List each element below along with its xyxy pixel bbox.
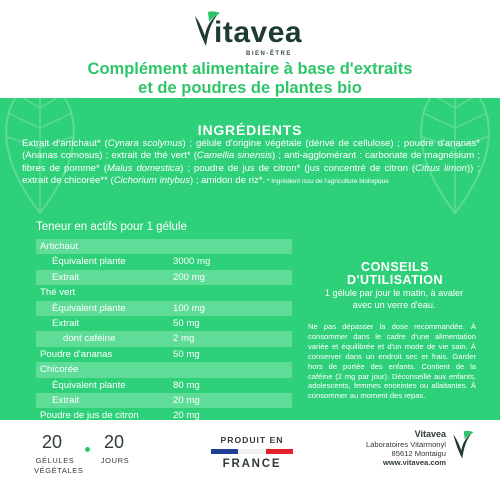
table-row xyxy=(36,408,292,420)
active-name: Thé vert xyxy=(40,287,76,299)
produced-in-label: PRODUIT EN xyxy=(220,435,284,445)
table-row xyxy=(36,316,292,331)
ingredients-note: * Ingrédient issu de l'agriculture biologique xyxy=(265,178,389,186)
days-label: JOURS xyxy=(100,456,130,465)
ingredient-text: ) ; anti-agglomérant : carbonate de magnésium ; fibres de pomme* ( xyxy=(22,150,480,174)
actives-table xyxy=(36,239,292,420)
company-name: Vitavea xyxy=(414,429,446,439)
active-name: Équivalent plante xyxy=(52,379,126,391)
active-value: 200 mg xyxy=(173,271,205,283)
ingredient-latin-name: Camellia sinensis xyxy=(196,150,273,162)
active-value: 80 mg xyxy=(173,379,200,391)
company-info xyxy=(336,428,446,467)
table-row xyxy=(36,378,292,393)
active-value: 2 mg xyxy=(173,333,195,345)
advice-title xyxy=(320,261,470,287)
advice-title-line1: CONSEILS xyxy=(361,260,429,274)
active-name: Poudre d'ananas xyxy=(40,348,113,360)
active-name: Extrait xyxy=(52,394,80,406)
info-panel xyxy=(0,98,500,420)
active-name: Équivalent plante xyxy=(52,302,126,314)
brand-tagline: BIEN-ÊTRE xyxy=(246,51,292,57)
company-line1: Laboratoires Vitarmonyl xyxy=(365,440,446,449)
table-row xyxy=(36,254,292,269)
ingredient-latin-name: Citrus limon xyxy=(415,162,467,174)
ingredient-text: ) ; poudre de jus de citron* (jus concentré de citron ( xyxy=(180,162,416,174)
active-name: Extrait xyxy=(52,271,80,283)
table-row xyxy=(36,362,292,377)
active-value: 100 mg xyxy=(173,302,205,314)
active-value: 50 mg xyxy=(173,348,200,360)
active-name: dont caféine xyxy=(63,333,116,345)
capsules-count: 20 xyxy=(42,432,63,452)
ingredient-text: ) ; amidon de riz*. xyxy=(189,175,266,187)
separator-dot xyxy=(85,447,90,452)
headline xyxy=(0,60,500,98)
brand-logo xyxy=(192,6,312,56)
ingredient-latin-name: Cynara scolymus xyxy=(107,138,183,149)
active-name: Équivalent plante xyxy=(52,256,126,268)
ingredient-latin-name: Malus domestica xyxy=(106,162,181,174)
active-name: Poudre de jus de citron xyxy=(40,410,139,420)
ingredients-text xyxy=(22,138,480,189)
advice-title-line2: D'UTILISATION xyxy=(346,273,444,287)
table-row xyxy=(36,270,292,285)
active-value: 20 mg xyxy=(173,410,200,420)
ingredient-latin-name: Cichorium intybus xyxy=(113,175,190,187)
active-name: Chicorée xyxy=(40,364,79,376)
capsules-label-line1: GÉLULES xyxy=(35,456,75,465)
advice-warning: Ne pas dépasser la dose recommandée. À consommer dans le cadre d'une alimentation variée et équilibrée et d'un mode de vie sain. À conserver dans un endroit sec et frais. Garder hors de portée des enfants. Contient de la caféine (2 mg par jour). Déconseillé aux enfants, adolescents, femmes enceintes ou allaitantes. À consommer au moment des repas. xyxy=(308,322,476,401)
ingredients-title: INGRÉDIENTS xyxy=(197,122,303,138)
capsules-label xyxy=(34,456,84,476)
actives-table-title: Teneur en actifs pour 1 gélule xyxy=(36,221,187,233)
table-row xyxy=(36,301,292,316)
table-row xyxy=(36,285,292,300)
table-row xyxy=(36,239,292,254)
brand-name: itavea xyxy=(214,16,303,49)
ingredient-text: ) ; gélule d'origine végétale (dérivé de cellulose) ; poudre d'ananas* (Ananas comosus) ; extrait de thé vert* ( xyxy=(22,138,481,162)
days-count: 20 xyxy=(104,432,125,452)
active-value: 50 mg xyxy=(173,317,200,329)
produced-country: FRANCE xyxy=(222,458,282,470)
table-row xyxy=(36,347,292,362)
active-name: Extrait xyxy=(52,317,80,329)
ingredient-text: )) ; extrait de chicorée** ( xyxy=(22,162,480,187)
active-value: 3000 mg xyxy=(173,256,211,268)
header xyxy=(0,0,500,98)
footer xyxy=(0,420,500,500)
table-row xyxy=(36,331,292,346)
french-flag-icon xyxy=(211,449,293,454)
capsules-label-line2: VÉGÉTALES xyxy=(34,466,84,475)
company-line2: 85612 Montaigu xyxy=(391,449,446,458)
advice-dose: 1 gélule par jour le matin, à avaler avec un verre d'eau. xyxy=(324,288,464,310)
active-value: 20 mg xyxy=(173,394,200,406)
active-name: Artichaut xyxy=(40,241,78,252)
headline-line1: Complément alimentaire à base d'extraits xyxy=(87,60,413,78)
company-website: www.vitavea.com xyxy=(382,458,446,467)
headline-line2: et de poudres de plantes bio xyxy=(138,79,362,97)
table-row xyxy=(36,393,292,408)
ingredient-text: Extrait d'artichaut* ( xyxy=(22,138,108,149)
leaf-v-logo-icon xyxy=(451,428,475,462)
